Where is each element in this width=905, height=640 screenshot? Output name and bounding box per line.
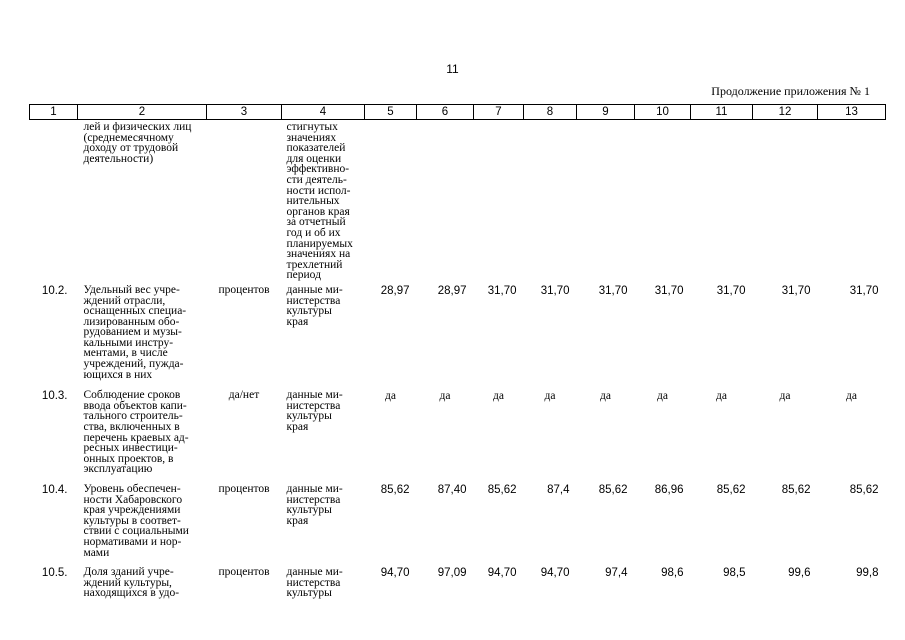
header-cell: 6	[417, 105, 474, 120]
value-cell: 31,70	[598, 284, 628, 297]
header-cell: 8	[524, 105, 577, 120]
header-cell: 1	[30, 105, 78, 120]
value-cell: 99,6	[788, 567, 811, 580]
header-cell: 5	[365, 105, 417, 120]
header-cell: 3	[207, 105, 282, 120]
value-cell: 31,70	[654, 284, 684, 297]
value-cell: 87,4	[547, 484, 570, 496]
value-cell: 97,4	[605, 567, 628, 580]
unit-text: да/нет	[228, 389, 260, 402]
value-cell: 31,70	[487, 284, 517, 297]
table-row	[30, 281, 886, 380]
value-cell: 31,70	[781, 284, 811, 297]
row-number: 10.2.	[41, 284, 68, 297]
value-cell: да	[493, 390, 504, 403]
header-cell: 12	[753, 105, 818, 120]
value-cell: 85,62	[380, 484, 410, 496]
value-cell: 98,5	[723, 567, 746, 580]
header-cell: 11	[691, 105, 753, 120]
source-text: стигнутых значениях показателей для оценки эффективно- сти деятель- ности испол- нительных органов края за отчетный год и об их планируемых значениях на трехлетний период	[286, 121, 353, 282]
unit-text: процентов	[218, 483, 270, 495]
value-cell: 99,8	[856, 567, 879, 580]
value-cell: да	[846, 390, 857, 403]
table-row	[30, 475, 886, 558]
page-number: 11	[446, 62, 459, 76]
value-cell: 31,70	[716, 284, 746, 297]
table-row	[30, 558, 886, 599]
table-row	[30, 380, 886, 475]
indicators-table	[29, 104, 886, 599]
value-cell: 28,97	[437, 284, 467, 297]
header-cell: 9	[577, 105, 635, 120]
value-cell: 85,62	[487, 484, 517, 496]
unit-text: процентов	[218, 566, 270, 579]
header-cell: 13	[818, 105, 886, 120]
source-text: данные ми- нистерства культуры края	[286, 389, 343, 434]
value-cell: да	[657, 390, 668, 403]
value-cell: 31,70	[849, 284, 879, 297]
continuation-label: Продолжение приложения № 1	[711, 84, 870, 98]
value-cell: 94,70	[380, 567, 410, 580]
value-cell: 85,62	[849, 484, 879, 496]
row-number: 10.5.	[41, 567, 68, 580]
row-number: 10.3.	[41, 390, 68, 403]
source-text: данные ми- нистерства культуры края	[286, 483, 343, 527]
row-number: 10.4.	[41, 484, 68, 496]
value-cell: да	[716, 390, 727, 403]
value-cell: да	[544, 390, 556, 403]
value-cell: 85,62	[781, 484, 811, 496]
value-cell: да	[439, 390, 451, 403]
source-text: данные ми- нистерства культуры	[286, 566, 343, 600]
value-cell: да	[779, 390, 791, 403]
value-cell: 94,70	[540, 567, 570, 580]
header-cell: 10	[635, 105, 691, 120]
value-cell: да	[600, 390, 611, 403]
value-cell: да	[385, 390, 396, 403]
indicator-text: лей и физических лиц (среднемесячному доходу от трудовой деятельности)	[83, 121, 192, 165]
table-row-continued	[30, 120, 886, 281]
header-cell: 2	[78, 105, 207, 120]
value-cell: 31,70	[540, 284, 570, 297]
value-cell: 85,62	[716, 484, 746, 496]
indicator-text: Соблюдение сроков ввода объектов капи- тального строитель- ства, включенных в перечень краевых ад- ресных инвестици- онных проектов, в эксплуатацию	[83, 389, 189, 476]
header-cell: 7	[474, 105, 524, 120]
value-cell: 94,70	[487, 567, 517, 580]
unit-text: процентов	[218, 283, 270, 296]
value-cell: 97,09	[437, 567, 467, 580]
indicator-text: Удельный вес учре- ждений отрасли, оснащенных специа- лизированным обо- рудованием и музы- кальными инстру- ментами, в числе учреждений, пужда- ющихся в них	[83, 283, 187, 381]
value-cell: 86,96	[654, 484, 684, 496]
indicator-text: Доля зданий учре- ждений культуры, находящихся в удо-	[83, 566, 180, 600]
indicator-text: Уровень обеспечен- ности Хабаровского края учреждениями культуры в соответ- ствии с социальными нормативами и нор- мами	[83, 483, 189, 559]
table-header-row	[30, 105, 886, 120]
value-cell: 85,62	[598, 484, 628, 496]
value-cell: 98,6	[661, 567, 684, 580]
value-cell: 87,40	[437, 484, 467, 496]
value-cell: 28,97	[380, 284, 410, 297]
source-text: данные ми- нистерства культуры края	[286, 283, 343, 328]
header-cell: 4	[282, 105, 365, 120]
